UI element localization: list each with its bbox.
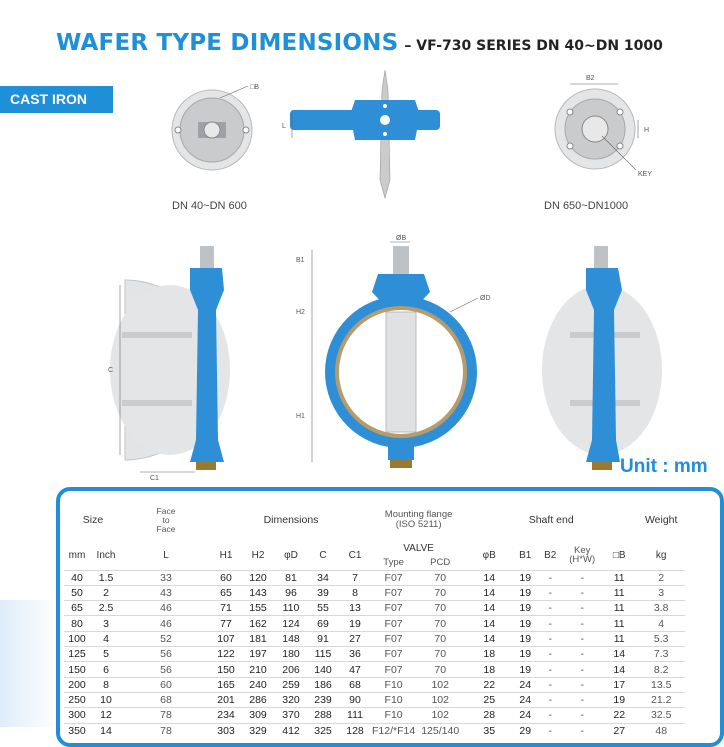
table-cell: 65	[210, 585, 242, 600]
table-cell: 10	[90, 692, 122, 707]
table-cell: 71	[210, 601, 242, 616]
table-cell: 21.2	[637, 692, 685, 707]
label-C: C	[108, 367, 114, 374]
sub-header-row	[64, 541, 685, 555]
table-cell: -	[537, 631, 563, 646]
table-cell: 46	[122, 616, 210, 631]
table-cell: 91	[308, 631, 338, 646]
table-cell: F07	[372, 616, 415, 631]
table-body	[64, 570, 685, 738]
table-cell: 27	[338, 631, 372, 646]
header-size: Size	[82, 514, 104, 526]
table-cell: 181	[242, 631, 274, 646]
mounting-flange-line-1: Mounting flange	[384, 509, 453, 520]
table-cell: 1.5	[90, 570, 122, 585]
table-cell: 19	[513, 631, 537, 646]
sub-header-type: Type	[383, 556, 404, 568]
table-cell: 165	[210, 677, 242, 692]
sub-header-L: L	[163, 549, 169, 561]
table-cell: 19	[338, 616, 372, 631]
table-cell: 34	[308, 570, 338, 585]
sub-header-sqB: □B	[612, 549, 626, 561]
table-cell: 14	[90, 723, 122, 738]
table-cell: F10	[372, 692, 415, 707]
table-row	[64, 631, 685, 646]
table-cell: 143	[242, 585, 274, 600]
table-cell: 150	[64, 662, 90, 677]
table-cell: 3	[90, 616, 122, 631]
table-cell: 25	[465, 692, 513, 707]
table-cell: 201	[210, 692, 242, 707]
caption-dn40-600: DN 40~DN 600	[172, 200, 247, 212]
table-cell: 22	[465, 677, 513, 692]
table-cell: 325	[308, 723, 338, 738]
table-cell: -	[563, 616, 601, 631]
table-cell: 70	[415, 570, 465, 585]
table-cell: 77	[210, 616, 242, 631]
table-row	[64, 723, 685, 738]
sub-header-valve: VALVE	[403, 542, 434, 554]
table-cell: 11	[601, 616, 637, 631]
table-cell: 35	[465, 723, 513, 738]
table-cell: 43	[122, 585, 210, 600]
table-cell: 350	[64, 723, 90, 738]
table-cell: 4	[90, 631, 122, 646]
caption-dn650-1000: DN 650~DN1000	[544, 200, 629, 212]
table-cell: -	[537, 616, 563, 631]
sub-header-C: C	[319, 549, 327, 561]
table-cell: 125	[64, 647, 90, 662]
table-cell: 70	[415, 585, 465, 600]
side-view-small-drawing	[280, 70, 450, 200]
table-row	[64, 616, 685, 631]
table-cell: 24	[513, 692, 537, 707]
table-cell: 19	[513, 570, 537, 585]
table-cell: 102	[415, 708, 465, 723]
label-phi-d: ØD	[480, 295, 491, 302]
page-title	[56, 30, 663, 56]
table-cell: -	[537, 677, 563, 692]
unit-label: Unit : mm	[620, 456, 708, 477]
table-cell: 13	[338, 601, 372, 616]
table-cell: 239	[308, 692, 338, 707]
table-cell: 48	[637, 723, 685, 738]
table-cell: -	[563, 647, 601, 662]
table-cell: 111	[338, 708, 372, 723]
label-square-b: □B	[250, 84, 259, 91]
table-cell: 40	[64, 570, 90, 585]
table-cell: 102	[415, 677, 465, 692]
table-cell: 186	[308, 677, 338, 692]
table-cell: 120	[242, 570, 274, 585]
table-cell: 162	[242, 616, 274, 631]
table-cell: 56	[122, 647, 210, 662]
end-view-large-drawing	[540, 72, 660, 187]
sub-header-B1: B1	[519, 549, 532, 561]
dimension-table-panel	[56, 487, 724, 747]
table-cell: -	[563, 601, 601, 616]
table-cell: 70	[415, 601, 465, 616]
table-row	[64, 601, 685, 616]
table-row	[64, 585, 685, 600]
table-cell: F07	[372, 662, 415, 677]
label-H: H	[644, 127, 650, 134]
table-cell: 50	[64, 585, 90, 600]
table-cell: 14	[601, 647, 637, 662]
table-cell: 81	[274, 570, 308, 585]
table-cell: 19	[513, 647, 537, 662]
table-cell: 27	[601, 723, 637, 738]
table-cell: F07	[372, 585, 415, 600]
table-cell: F07	[372, 631, 415, 646]
table-cell: -	[537, 708, 563, 723]
label-H1: H1	[296, 413, 305, 420]
table-cell: 3	[637, 585, 685, 600]
header-weight: Weight	[644, 514, 678, 526]
table-cell: F07	[372, 601, 415, 616]
sub-header-C1: C1	[348, 549, 362, 561]
table-cell: -	[537, 647, 563, 662]
table-cell: 150	[210, 662, 242, 677]
table-cell: 11	[601, 585, 637, 600]
sub-header-phiD: φD	[284, 549, 298, 561]
table-cell: 24	[513, 708, 537, 723]
table-cell: 14	[465, 601, 513, 616]
table-cell: 286	[242, 692, 274, 707]
table-cell: 17	[601, 677, 637, 692]
table-cell: 309	[242, 708, 274, 723]
label-B1: B1	[296, 257, 305, 264]
table-cell: -	[563, 631, 601, 646]
table-cell: 24	[513, 677, 537, 692]
table-cell: 3.8	[637, 601, 685, 616]
table-cell: 4	[637, 616, 685, 631]
table-cell: 303	[210, 723, 242, 738]
table-cell: 8	[90, 677, 122, 692]
table-cell: 155	[242, 601, 274, 616]
header-face-to-face	[122, 499, 210, 541]
table-cell: 80	[64, 616, 90, 631]
table-cell: 7.3	[637, 647, 685, 662]
sub-header-H1: H1	[219, 549, 233, 561]
table-cell: 39	[308, 585, 338, 600]
table-cell: 55	[308, 601, 338, 616]
face-to-face-line-1: Face	[156, 505, 176, 516]
table-row	[64, 662, 685, 677]
face-to-face-line-3: Face	[156, 523, 176, 534]
table-cell: -	[537, 662, 563, 677]
table-cell: 14	[601, 662, 637, 677]
table-cell: 18	[465, 662, 513, 677]
table-cell: -	[537, 570, 563, 585]
table-cell: -	[563, 723, 601, 738]
sub-header-pcd: PCD	[430, 556, 451, 568]
table-cell: -	[537, 585, 563, 600]
sub-header-kg: kg	[655, 549, 667, 561]
label-key: KEY	[638, 171, 653, 178]
header-dimensions: Dimensions	[263, 514, 319, 526]
table-cell: 148	[274, 631, 308, 646]
table-cell: 78	[122, 708, 210, 723]
table-cell: 125/140	[415, 723, 465, 738]
table-cell: 11	[601, 631, 637, 646]
table-row	[64, 708, 685, 723]
table-cell: 14	[465, 585, 513, 600]
label-H2: H2	[296, 309, 305, 316]
table-cell: 18	[465, 647, 513, 662]
mounting-flange-line-2: (ISO 5211)	[395, 519, 442, 530]
end-view-small-drawing	[160, 78, 270, 188]
table-cell: 300	[64, 708, 90, 723]
table-cell: 370	[274, 708, 308, 723]
table-cell: 320	[274, 692, 308, 707]
material-badge: CAST IRON	[0, 86, 113, 113]
table-cell: 128	[338, 723, 372, 738]
table-cell: 7	[338, 570, 372, 585]
table-cell: 68	[338, 677, 372, 692]
sub-header-key	[563, 541, 601, 570]
table-cell: 329	[242, 723, 274, 738]
table-cell: 200	[64, 677, 90, 692]
front-view-drawing	[290, 232, 490, 477]
table-cell: 234	[210, 708, 242, 723]
sub-header-phiB: φB	[482, 549, 496, 561]
sub-header-H2: H2	[251, 549, 265, 561]
table-cell: 70	[415, 631, 465, 646]
table-cell: -	[563, 692, 601, 707]
table-cell: 52	[122, 631, 210, 646]
sub-header-inch: Inch	[96, 549, 116, 561]
table-cell: 124	[274, 616, 308, 631]
table-cell: F07	[372, 647, 415, 662]
table-cell: 288	[308, 708, 338, 723]
table-cell: 100	[64, 631, 90, 646]
table-cell: 19	[513, 662, 537, 677]
table-cell: 70	[415, 662, 465, 677]
label-C1: C1	[150, 475, 159, 482]
key-line-1: Key	[574, 545, 591, 557]
key-line-2: (H*W)	[569, 554, 596, 566]
table-cell: F07	[372, 570, 415, 585]
table-cell: F10	[372, 708, 415, 723]
table-cell: 122	[210, 647, 242, 662]
table-cell: -	[537, 723, 563, 738]
table-cell: -	[537, 601, 563, 616]
table-cell: 19	[513, 616, 537, 631]
table-cell: 5	[90, 647, 122, 662]
label-B2: B2	[586, 75, 595, 82]
table-cell: 14	[465, 616, 513, 631]
table-cell: 29	[513, 723, 537, 738]
table-cell: -	[563, 662, 601, 677]
table-cell: 90	[338, 692, 372, 707]
table-cell: 46	[122, 601, 210, 616]
table-cell: 70	[415, 616, 465, 631]
table-cell: 68	[122, 692, 210, 707]
table-cell: 19	[513, 585, 537, 600]
table-cell: 28	[465, 708, 513, 723]
table-cell: 70	[415, 647, 465, 662]
table-row	[64, 647, 685, 662]
table-cell: 65	[64, 601, 90, 616]
table-cell: 60	[210, 570, 242, 585]
table-cell: F10	[372, 677, 415, 692]
table-cell: 14	[465, 631, 513, 646]
table-cell: 11	[601, 601, 637, 616]
table-cell: 69	[308, 616, 338, 631]
title-subtitle: – VF-730 SERIES DN 40~DN 1000	[404, 38, 663, 54]
table-cell: 19	[601, 692, 637, 707]
table-cell: 8	[338, 585, 372, 600]
table-cell: 102	[415, 692, 465, 707]
table-cell: 115	[308, 647, 338, 662]
table-cell: -	[563, 708, 601, 723]
header-mounting-flange	[372, 499, 465, 541]
title-main: WAFER TYPE DIMENSIONS	[56, 30, 399, 56]
table-row	[64, 677, 685, 692]
dimension-table	[64, 499, 685, 738]
sub-header-B2: B2	[544, 549, 557, 561]
table-cell: 6	[90, 662, 122, 677]
side-view-left-drawing	[100, 240, 270, 480]
table-cell: 96	[274, 585, 308, 600]
table-cell: 12	[90, 708, 122, 723]
table-cell: 140	[308, 662, 338, 677]
table-cell: 2	[637, 570, 685, 585]
decorative-fade	[0, 600, 60, 727]
table-cell: 250	[64, 692, 90, 707]
table-cell: 22	[601, 708, 637, 723]
header-shaft-end: Shaft end	[528, 514, 574, 526]
table-cell: 180	[274, 647, 308, 662]
table-cell: -	[563, 677, 601, 692]
table-cell: 11	[601, 570, 637, 585]
table-cell: 32.5	[637, 708, 685, 723]
table-cell: 36	[338, 647, 372, 662]
table-cell: 19	[513, 601, 537, 616]
face-to-face-line-2: to	[162, 514, 170, 525]
group-header-row	[64, 499, 685, 541]
table-cell: F12/*F14	[372, 724, 416, 737]
table-cell: 412	[274, 723, 308, 738]
table-cell: 197	[242, 647, 274, 662]
table-cell: 2	[90, 585, 122, 600]
table-cell: 13.5	[637, 677, 685, 692]
label-phi-b: ØB	[396, 235, 407, 242]
sub-header-mm: mm	[68, 549, 86, 561]
table-cell: 240	[242, 677, 274, 692]
label-L: L	[282, 123, 286, 130]
table-row	[64, 692, 685, 707]
table-cell: 210	[242, 662, 274, 677]
table-cell: 2.5	[90, 601, 122, 616]
table-cell: 60	[122, 677, 210, 692]
table-cell: 8.2	[637, 662, 685, 677]
table-cell: 56	[122, 662, 210, 677]
table-cell: 110	[274, 601, 308, 616]
table-cell: -	[537, 692, 563, 707]
side-view-right-drawing	[530, 240, 680, 480]
table-cell: 78	[122, 723, 210, 738]
table-cell: 14	[465, 570, 513, 585]
table-cell: 33	[122, 570, 210, 585]
table-cell: 259	[274, 677, 308, 692]
table-cell: 47	[338, 662, 372, 677]
table-cell: -	[563, 570, 601, 585]
table-cell: 206	[274, 662, 308, 677]
table-cell: 5.3	[637, 631, 685, 646]
table-cell: 107	[210, 631, 242, 646]
table-row	[64, 570, 685, 585]
table-cell: -	[563, 585, 601, 600]
